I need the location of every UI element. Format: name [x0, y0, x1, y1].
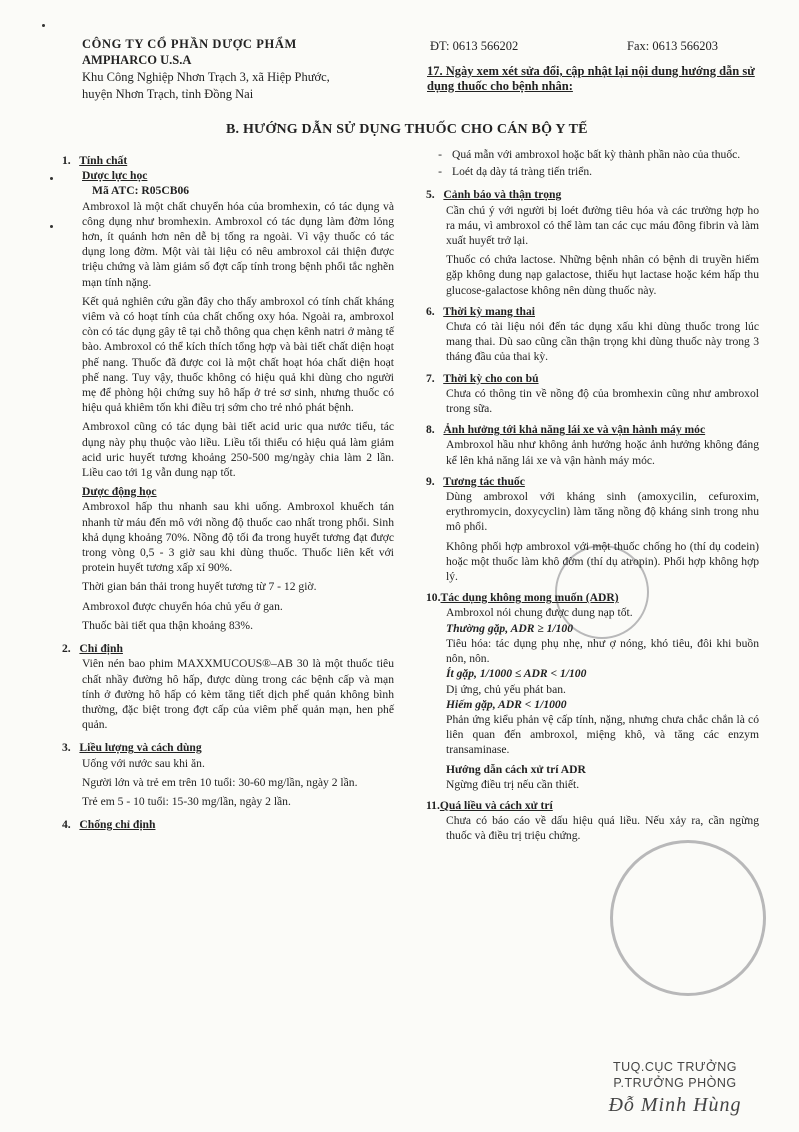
- company-brand: AMPHARCO U.S.A: [82, 53, 192, 67]
- paragraph: Không phối hợp ambroxol với một thuốc chống ho (thí dụ codein) hoặc một thuốc làm khô đờm (thí dụ atropin). Phối hợp không hợp lý.: [446, 539, 759, 584]
- freq-uncommon: Ít gặp, 1/1000 ≤ ADR < 1/100: [446, 667, 587, 681]
- paragraph: Uống với nước sau khi ăn.: [82, 756, 205, 770]
- fax: Fax: 0613 566203: [627, 39, 718, 53]
- section-10-heading: 10.Tác dụng không mong muốn (ADR): [426, 591, 619, 605]
- contraindication-item: - Loét dạ dày tá tràng tiến triển.: [438, 165, 593, 179]
- pharmacodynamics-heading: Dược lực học: [82, 169, 148, 183]
- doc-title: B. HƯỚNG DẪN SỬ DỤNG THUỐC CHO CÁN BỘ Y TẾ: [226, 122, 588, 137]
- paragraph: Ambroxol được chuyển hóa chủ yếu ở gan.: [82, 599, 283, 613]
- paragraph: Thuốc có chứa lactose. Những bệnh nhân có bệnh di truyền hiếm gặp không dung nạp galactose, thiếu hụt lactase hoặc kém hấp thu glucose-galactose không nên dùng thuốc này.: [446, 253, 759, 297]
- margin-dot: [50, 177, 53, 180]
- stamp-mark: [555, 545, 649, 639]
- item-17: 17. Ngày xem xét sửa đổi, cập nhật lại nội dung hướng dẫn sử dụng thuốc cho bệnh nhân:: [427, 64, 755, 93]
- contraindication-item: - Quá mẫn với ambroxol hoặc bất kỳ thành phần nào của thuốc.: [438, 148, 741, 161]
- section-5-heading: 5. Cảnh báo và thận trọng: [426, 188, 562, 202]
- paragraph: Tiêu hóa: tác dụng phụ nhẹ, như ợ nóng, khó tiêu, đôi khi buồn nôn, nôn.: [446, 636, 759, 666]
- paragraph: Thuốc bài tiết qua thận khoảng 83%.: [82, 618, 253, 632]
- left-column: [62, 153, 394, 832]
- section-4-heading: 4. Chống chỉ định: [62, 818, 156, 832]
- paragraph: Thời gian bán thải trong huyết tương từ 7 - 12 giờ.: [82, 580, 317, 594]
- paragraph: Ambroxol hầu như không ảnh hưởng hoặc ảnh hưởng không đáng kể lên khả năng lái xe và vận hành máy móc.: [446, 438, 759, 467]
- section-11-heading: 11.Quá liều và cách xử trí: [426, 798, 553, 812]
- official-seal: [610, 840, 766, 996]
- adr-guide-heading: Hướng dẫn cách xử trí ADR: [446, 762, 586, 776]
- paragraph: Phản ứng kiểu phản vệ cấp tính, nặng, nhưng chưa chắc chắn là có liên quan đến ambroxol, miệng khô, và tăng các enzym transaminase.: [446, 712, 759, 757]
- paragraph: Chưa có tài liệu nói đến tác dụng xấu khi dùng thuốc trong lúc mang thai. Dù sao cũng cần thận trọng khi dùng thuốc này trong 3 tháng đầu của thai kỳ.: [446, 320, 759, 364]
- section-9-heading: 9. Tương tác thuốc: [426, 474, 525, 488]
- paragraph: Kết quả nghiên cứu gần đây cho thấy ambroxol có tính chất kháng viêm và có hoạt tính của chất chống oxy hóa. Ngoài ra, ambroxol còn có tác dụng gây tê tại chỗ thông qua chẹn kênh natri ở màng tế bào. Ambroxol có thể kích thích tổng hợp và bài tiết chất diện hoạt phế nang. Thuốc đã được coi là một chất hoạt hóa chất diện hoạt phế nang. Tuy vậy, thuốc không có hiệu quả khi dùng cho người mẹ để phòng hội chứng suy hô hấp ở trẻ sơ sinh, nhưng thuốc có hiệu quả khiêm tốn khi điều trị sớm cho trẻ nhỏ phát bệnh.: [82, 294, 394, 415]
- paragraph: Dùng ambroxol với kháng sinh (amoxycilin, cefuroxim, erythromycin, doxycyclin) làm tăng nồng độ kháng sinh trong nhu mô phổi.: [446, 490, 759, 534]
- section-8-heading: 8. Ảnh hưởng tới khả năng lái xe và vận hành máy móc: [426, 423, 706, 437]
- freq-common: Thường gặp, ADR ≥ 1/100: [446, 621, 574, 635]
- pharmacokinetics-heading: Dược động học: [82, 485, 157, 499]
- right-column: [426, 147, 759, 848]
- section-3-heading: 3. Liều lượng và cách dùng: [62, 741, 202, 755]
- atc-code: Mã ATC: R05CB06: [92, 184, 190, 198]
- freq-rare: Hiếm gặp, ADR < 1/1000: [446, 697, 567, 711]
- paragraph: Chưa có thông tin về nồng độ của bromhexin cũng như ambroxol trong sữa.: [446, 386, 759, 416]
- paragraph: Viên nén bao phim MAXXMUCOUS®–AB 30 là một thuốc tiêu chất nhầy đường hô hấp, được dùng trong các bệnh cấp và mạn tính ở đường hô hấp có kèm tăng tiết dịch phế quản không bình thường, đặc biệt trong đợt cấp của viêm phế quản mạn, hen phế quản.: [82, 657, 394, 732]
- signature-name: Đỗ Minh Hùng: [608, 1094, 742, 1116]
- section-6-heading: 6. Thời kỳ mang thai: [426, 304, 535, 318]
- company-name: CÔNG TY CỔ PHẦN DƯỢC PHẨM: [82, 37, 297, 51]
- paragraph: Trẻ em 5 - 10 tuổi: 15-30 mg/lần, ngày 2 lần.: [82, 794, 291, 808]
- section-1-heading: 1. Tính chất: [62, 154, 128, 167]
- paragraph: Ambroxol là một chất chuyển hóa của bromhexin, có tác dụng và công dụng như bromhexin. Ambroxol có tác dụng làm đờm lỏng hơn, ít quánh hơn nên dễ bị tống ra ngoài. Vì vậy thuốc có tác dụng long đờm. Một vài tài liệu có nêu ambroxol cải thiện được triệu chứng và làm giảm số đợt cấp tính trong bệnh phổi tắc nghẽn mạn tính nặng.: [82, 199, 394, 289]
- signature-title-2: P.TRƯỞNG PHÒNG: [613, 1076, 737, 1090]
- section-7-heading: 7. Thời kỳ cho con bú: [426, 371, 539, 385]
- paragraph: Chưa có báo cáo về dấu hiệu quá liều. Nếu xảy ra, cần ngừng thuốc và điều trị triệu chứng.: [446, 814, 759, 843]
- paragraph: Dị ứng, chủ yếu phát ban.: [446, 682, 566, 696]
- margin-dot: [42, 24, 45, 27]
- paragraph: Người lớn và trẻ em trên 10 tuổi: 30-60 mg/lần, ngày 2 lần.: [82, 775, 358, 789]
- address-line-1: Khu Công Nghiệp Nhơn Trạch 3, xã Hiệp Phước,: [82, 70, 330, 84]
- margin-dot: [50, 225, 53, 228]
- signature-title-1: TUQ.CỤC TRƯỞNG: [613, 1060, 737, 1074]
- paragraph: Ambroxol cũng có tác dụng bài tiết acid uric qua nước tiểu, tác dụng này phụ thuộc vào liều. Liều tối thiểu có hiệu quả làm giảm acid uric huyết tương khoảng 250-500 mg/ngày chia làm 2 lần. Liều cao tới 1g vẫn dung nạp tốt.: [82, 420, 394, 480]
- section-2-heading: 2. Chỉ định: [62, 642, 123, 656]
- phone: ĐT: 0613 566202: [430, 39, 519, 53]
- paragraph: Ambroxol nói chung được dung nạp tốt.: [446, 606, 633, 620]
- paragraph: Ambroxol hấp thu nhanh sau khi uống. Ambroxol khuếch tán nhanh từ máu đến mô với nồng độ thuốc cao nhất trong phổi. Sinh khả dụng khoảng 70%. Nồng độ tối đa trong huyết tương đạt được trong vòng 0,5 - 3 giờ sau khi dùng thuốc. Thuốc liên kết với protein huyết tương xấp xỉ 90%.: [82, 500, 394, 575]
- paragraph: Cần chú ý với người bị loét đường tiêu hóa và các trường hợp ho ra máu, vì ambroxol có thể làm tan các cục máu đông fibrin và làm xuất huyết trở lại.: [446, 203, 759, 248]
- paragraph: Ngừng điều trị nếu cần thiết.: [446, 777, 580, 791]
- address-line-2: huyện Nhơn Trạch, tỉnh Đồng Nai: [82, 87, 254, 101]
